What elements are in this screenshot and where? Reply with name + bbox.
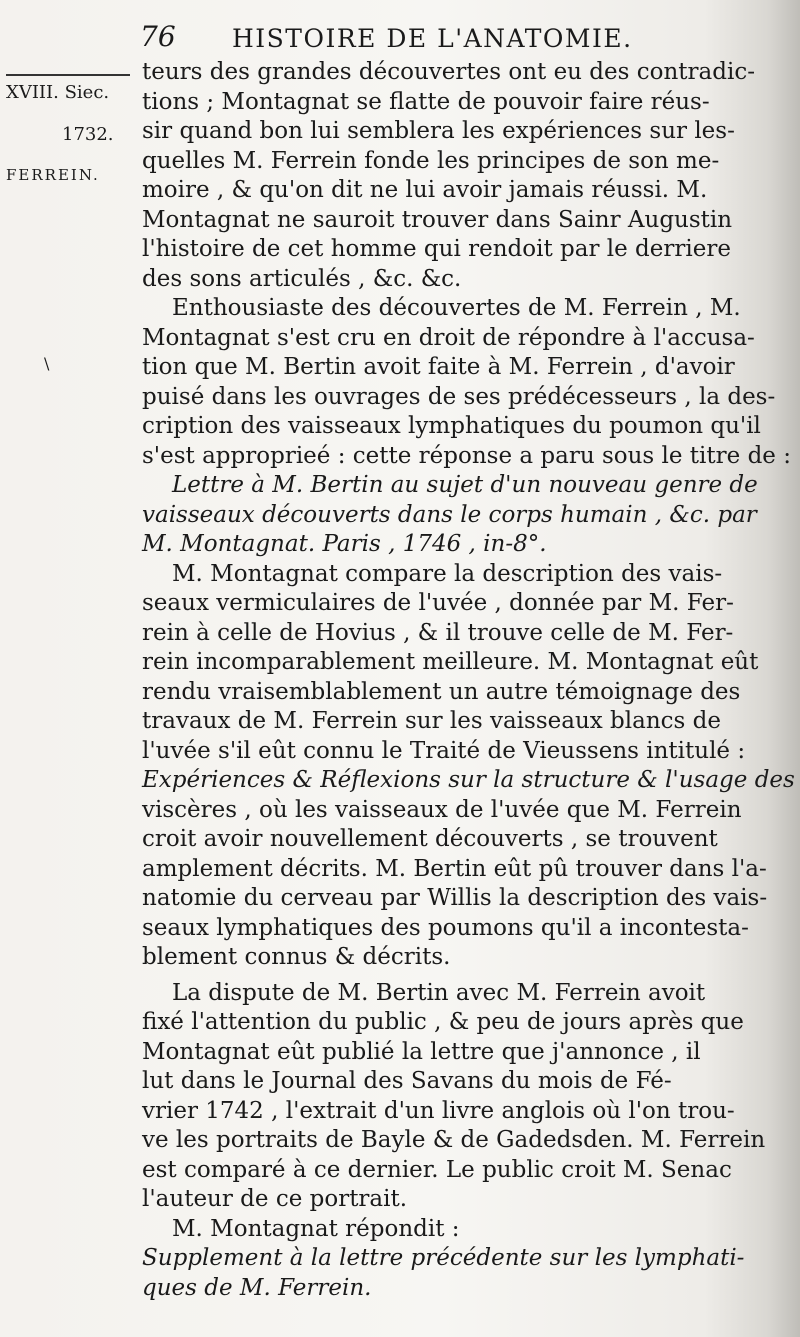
text-line: cription des vaisseaux lymphatiques du poumon qu'il — [142, 413, 761, 439]
text-line: amplement décrits. M. Bertin eût pû trouver dans l'a- — [142, 855, 767, 882]
text-line: rendu vraisemblablement un autre témoignage des — [142, 678, 741, 705]
text-line: vrier 1742 , l'extrait d'un livre anglois où l'on trou- — [142, 1097, 735, 1124]
text-line: seaux lymphatiques des poumons qu'il a incontesta- — [142, 914, 749, 941]
text-line: M. Montagnat compare la description des vais- — [172, 560, 723, 587]
text-line: blement connus & décrits. — [142, 944, 451, 970]
text-line: Montagnat eût publié la lettre que j'annonce , il — [142, 1038, 701, 1065]
text-line: seaux vermiculaires de l'uvée , donnée par M. Fer- — [142, 590, 734, 616]
text-line: Lettre à M. Bertin au sujet d'un nouveau genre de — [172, 472, 758, 498]
running-head: HISTOIRE DE L'ANATOMIE. — [232, 24, 633, 53]
margin-year: 1732. — [62, 124, 114, 145]
text-line: s'est approprieé : cette réponse a paru sous le titre de : — [142, 442, 791, 469]
text-line: ques de M. Ferrein. — [142, 1274, 372, 1301]
margin-rule — [6, 74, 130, 76]
text-line: rein incomparablement meilleure. M. Montagnat eût — [142, 649, 759, 675]
text-line: lut dans le Journal des Savans du mois de Fé- — [142, 1068, 672, 1094]
text-line: des sons articulés , &c. &c. — [142, 265, 462, 292]
text-line: teurs des grandes découvertes ont eu des contradic- — [142, 59, 755, 85]
margin-tick: \ — [44, 354, 50, 373]
text-line: Montagnat s'est cru en droit de répondre à l'accusa- — [142, 324, 755, 351]
text-line: l'uvée s'il eût connu le Traité de Vieussens intitulé : — [142, 737, 746, 764]
text-line: M. Montagnat. Paris , 1746 , in-8°. — [142, 531, 547, 557]
text-line: Expériences & Réflexions sur la structure & l'usage des — [142, 767, 795, 793]
page-header — [0, 12, 800, 60]
text-line: tions ; Montagnat se flatte de pouvoir faire réus- — [142, 88, 710, 115]
text-line: M. Montagnat répondit : — [172, 1215, 460, 1242]
text-line: puisé dans les ouvrages de ses prédécesseurs , la des- — [142, 383, 776, 410]
margin-name: FERREIN. — [6, 166, 100, 184]
text-line: Enthousiaste des découvertes de M. Ferrein , M. — [172, 295, 741, 321]
text-line: travaux de M. Ferrein sur les vaisseaux blancs de — [142, 708, 721, 734]
text-line: est comparé à ce dernier. Le public croit M. Senac — [142, 1156, 732, 1183]
text-line: tion que M. Bertin avoit faite à M. Ferrein , d'avoir — [142, 354, 735, 380]
text-line: Montagnat ne sauroit trouver dans Sainr Augustin — [142, 206, 733, 233]
text-line: l'auteur de ce portrait. — [142, 1186, 408, 1212]
text-line: moire , & qu'on dit ne lui avoir jamais réussi. M. — [142, 177, 708, 203]
text-line: viscères , où les vaisseaux de l'uvée que M. Ferrein — [142, 796, 742, 823]
text-line: natomie du cerveau par Willis la description des vais- — [142, 885, 768, 911]
text-line: fixé l'attention du public , & peu de jours après que — [142, 1009, 744, 1035]
text-line: quelles M. Ferrein fonde les principes de son me- — [142, 147, 720, 174]
text-line: La dispute de M. Bertin avec M. Ferrein avoit — [172, 979, 706, 1006]
page-number: 76 — [140, 20, 176, 53]
text-line: ve les portraits de Bayle & de Gadedsden. M. Ferrein — [142, 1127, 766, 1153]
text-line: sir quand bon lui semblera les expériences sur les- — [142, 118, 735, 144]
text-line: Supplement à la lettre précédente sur les lymphati- — [142, 1245, 745, 1271]
margin-century: XVIII. Siec. — [6, 82, 110, 103]
text-line: croit avoir nouvellement découverts , se trouvent — [142, 826, 718, 852]
text-line: l'histoire de cet homme qui rendoit par le derriere — [142, 236, 731, 262]
body-text — [142, 58, 795, 1303]
text-line: vaisseaux découverts dans le corps humain , &c. par — [142, 501, 757, 528]
text-line: rein à celle de Hovius , & il trouve celle de M. Fer- — [142, 619, 734, 646]
